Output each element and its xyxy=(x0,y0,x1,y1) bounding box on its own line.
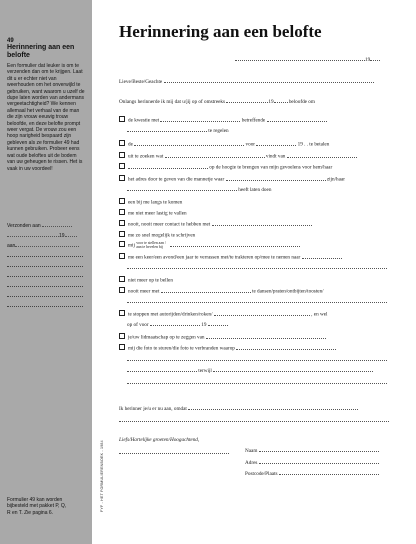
item-mid: betreffende xyxy=(241,117,266,124)
checkbox[interactable] xyxy=(119,198,125,204)
salutation-line[interactable] xyxy=(119,78,404,85)
checkbox[interactable] xyxy=(119,344,125,350)
reminder-extra-line[interactable] xyxy=(119,417,404,424)
item-row[interactable] xyxy=(119,231,404,239)
sidebar-line[interactable] xyxy=(7,256,83,257)
item-mid: terwijl xyxy=(198,368,212,374)
item-text: de xyxy=(128,141,133,148)
checkbox[interactable] xyxy=(119,276,125,282)
postcode-label: Postcode/Plaats xyxy=(245,471,278,477)
item-row[interactable] xyxy=(127,356,404,363)
sidebar-line[interactable] xyxy=(7,296,83,297)
item-row[interactable] xyxy=(119,116,404,124)
item-row[interactable] xyxy=(119,175,404,183)
checkbox[interactable] xyxy=(119,220,125,226)
item-row[interactable] xyxy=(119,333,404,341)
item-mid: op de hoogte te brengen van mijn gevoelens voor hem/haar xyxy=(209,164,333,171)
sent-aan: aan xyxy=(7,243,16,249)
item-row[interactable] xyxy=(127,321,404,328)
item-row[interactable] xyxy=(119,287,404,295)
item-mid: 19 xyxy=(201,322,207,328)
sidebar-line[interactable] xyxy=(7,266,83,267)
item-mid: vindt van xyxy=(265,153,286,160)
item-row[interactable] xyxy=(119,163,404,171)
reminder-text: Ik herinner je/u er nu aan, omdat xyxy=(119,406,187,412)
checkbox[interactable] xyxy=(119,287,125,293)
item-end: zijn/haar xyxy=(326,176,345,183)
closing-line xyxy=(119,437,404,443)
checkbox[interactable] xyxy=(119,231,125,237)
postcode-field[interactable] xyxy=(245,470,379,477)
item-text: mij xyxy=(128,242,135,249)
checkbox[interactable] xyxy=(119,163,125,169)
form-page xyxy=(105,0,410,544)
item-text: niet meer op te bellen xyxy=(128,277,173,284)
item-row[interactable] xyxy=(119,152,404,160)
checkbox[interactable] xyxy=(119,152,125,158)
sidebar-title: Herinnering aan een belofte xyxy=(7,44,75,59)
signature-line[interactable] xyxy=(119,449,404,456)
item-row[interactable] xyxy=(127,298,404,305)
sent-to-label xyxy=(7,222,87,229)
item-end: , en wel xyxy=(311,311,328,318)
item-end: 19 . . te betalen xyxy=(297,141,330,148)
sent-aan-row xyxy=(7,242,87,249)
item-row[interactable] xyxy=(119,140,404,148)
item-row[interactable] xyxy=(119,276,404,284)
reminder-line[interactable] xyxy=(119,405,404,412)
checkbox[interactable] xyxy=(119,333,125,339)
item-text: mij die foto te sturen/die foto te verbranden waarop xyxy=(128,345,235,352)
vertical-credit xyxy=(97,340,103,520)
item-text: uit te zoeken wat xyxy=(128,153,164,160)
form-title: Herinnering aan een belofte xyxy=(119,22,322,41)
item-text: me een keer/een avond/een jaar te verrassen met/te trakteren op/mee te nemen naar xyxy=(128,254,301,261)
item-row[interactable] xyxy=(119,344,404,352)
sidebar xyxy=(0,0,92,544)
item-text: je/uw lidmaatschap op te zeggen van xyxy=(128,334,205,341)
intro-year: 19 xyxy=(268,99,274,105)
checkbox[interactable] xyxy=(119,175,125,181)
item-mid: heeft laten doen xyxy=(238,187,272,193)
closing-text: Liefs/Hartelijke groeten/Hoogachtend, xyxy=(119,437,200,443)
item-text: de kwestie met xyxy=(128,117,160,124)
sidebar-line[interactable] xyxy=(7,286,83,287)
item-row[interactable] xyxy=(127,379,404,386)
address-label: Adres xyxy=(245,460,258,466)
date-year: 19 xyxy=(365,57,371,63)
item-row[interactable] xyxy=(127,127,404,134)
item-text: te regelen xyxy=(208,128,229,134)
checkbox[interactable] xyxy=(119,310,125,316)
name-label: Naam xyxy=(245,448,258,454)
item-text: een bij me langs te komen xyxy=(128,199,183,206)
address-field[interactable] xyxy=(245,459,379,466)
item-text: te stoppen met autorijden/drinken/roken/ xyxy=(128,311,213,318)
item-text: nooit meer met xyxy=(128,288,160,295)
item-mid: voor xyxy=(245,141,256,148)
item-row[interactable] xyxy=(127,367,404,374)
item-row[interactable] xyxy=(127,186,404,193)
item-small: voor te stellen aan / aan te bevelen bij xyxy=(136,241,166,249)
item-row[interactable] xyxy=(119,253,404,261)
intro-text: Onlangs herinnerde ik mij dat u/jij op of omstreeks xyxy=(119,99,226,105)
item-text: op of voor xyxy=(127,322,149,328)
sent-year: 19 xyxy=(59,233,65,239)
sidebar-line[interactable] xyxy=(7,306,83,307)
sidebar-footer: Formulier 49 kan worden bijbesteld met pakket P, Q, R en T. Zie pagina 6. xyxy=(7,497,67,516)
sidebar-line[interactable] xyxy=(7,276,83,277)
sent-label-text: Verzonden aan xyxy=(7,223,41,229)
item-text: het adres door te geven van die mannetje waar xyxy=(128,176,225,183)
item-row[interactable] xyxy=(119,209,404,217)
checkbox[interactable] xyxy=(119,241,125,247)
item-text: nooit, nooit meer contact te hebben met xyxy=(128,221,211,228)
item-mid: te dansen/praten/ontbijten/toosten/ xyxy=(252,288,324,295)
checkbox[interactable] xyxy=(119,116,125,122)
sidebar-description: Een formulier dat leuker is om te verzenden dan om te krijgen. Laat dit u er echter niet van weerhouden om het onverwijld te gebruiken, want waarom u uzelf de dupe laten worden van andermans vergeetachtigheid? We kennen allemaal het verhaal van de man die zijn vrouw eeuwig trouw beloofde, en deze belofte prompt weer vergat. De vrouw zou een hoop narigheid bespaard zijn gebleven als ze formulier 49 had kunnen gebruiken. Probeer eens wat oude beloftes uit de bodem van uw geheugen te rissen. Het is vaak in uw voordeel! xyxy=(7,63,85,172)
intro-end: beloofde om xyxy=(288,99,315,105)
salutation-text: Lieve/Beste/Geachte xyxy=(119,79,163,85)
checkbox[interactable] xyxy=(119,140,125,146)
form-number: 49 xyxy=(7,38,14,44)
item-row[interactable] xyxy=(119,220,404,228)
checkbox[interactable] xyxy=(119,209,125,215)
checkbox[interactable] xyxy=(119,253,125,259)
item-row[interactable] xyxy=(119,198,404,206)
sent-date-row xyxy=(7,232,87,239)
item-row[interactable] xyxy=(119,310,404,318)
item-row[interactable] xyxy=(127,264,404,271)
date-line[interactable] xyxy=(235,56,404,63)
intro-line[interactable] xyxy=(119,98,404,105)
item-text: me zo snel mogelijk te schrijven xyxy=(128,232,196,239)
item-text: me niet meer lastig te vallen xyxy=(128,210,187,217)
credit-text: FYF - HET FORMULIERENBOEK - 1984 xyxy=(100,440,104,512)
item-row[interactable] xyxy=(119,241,404,249)
